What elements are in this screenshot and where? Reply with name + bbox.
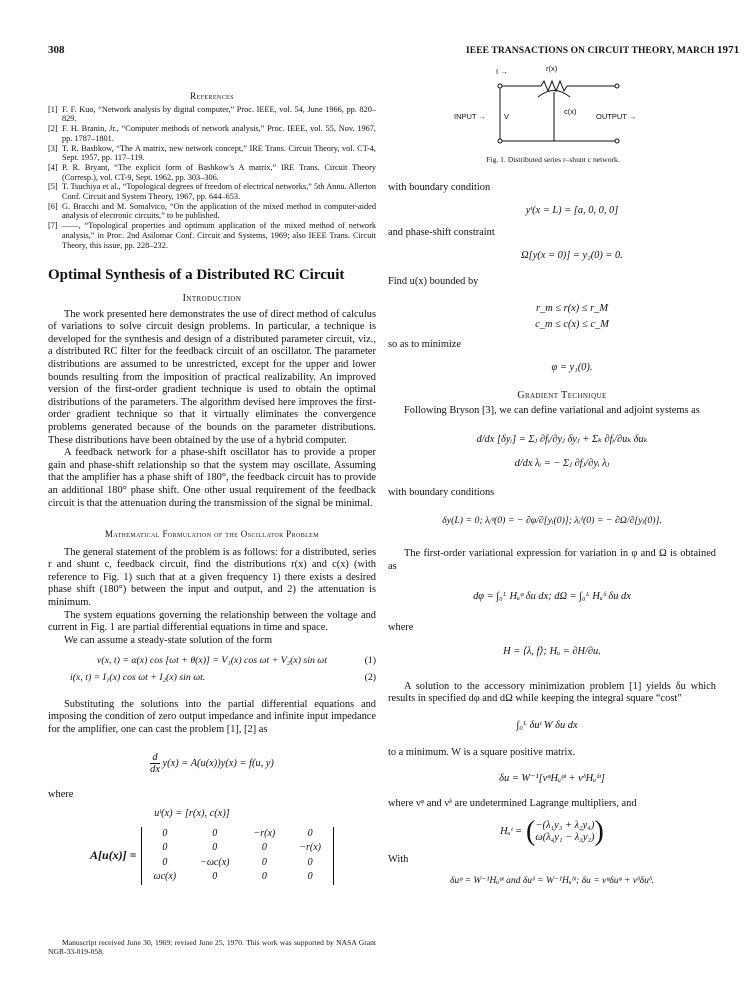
matrix-cell: 0 (212, 842, 218, 854)
reference-number: [4] (48, 162, 58, 172)
matrix-row (141, 841, 333, 856)
left-column-body (48, 293, 376, 885)
matrix-cell: −r(x) (253, 827, 276, 839)
cost-equation: ∫₀ᴸ δuᵗ W δu dx (516, 720, 578, 732)
reference-item (48, 163, 376, 182)
reference-text: T. R. Bashkow, “The A matrix, new network concept,” IRE Trans. Circuit Theory, vol. CT-4, Sept. 1957, pp. 117–119. (62, 143, 376, 163)
equation-state-rhs: y(x) = A(u(x))y(x) = f(u, y) (162, 758, 274, 770)
first-order-paragraph: The first-order variational expression for variation in φ and Ω is obtained as (388, 547, 716, 572)
equation-state (48, 752, 376, 775)
phase-equation: Ω[y(x = 0)] = y₂(0) = 0. (521, 249, 623, 261)
matrix-cell: ωc(x) (153, 871, 177, 883)
bound-c-equation: c_m ≤ c(x) ≤ c_M (535, 318, 609, 330)
article-title: Optimal Synthesis of a Distributed RC Circuit (48, 267, 345, 283)
manuscript-footnote: Manuscript received June 30, 1969; revised June 25, 1970. This work was supported by NASA Grant NGR-33-019-058. (48, 938, 376, 957)
boundary-equation: yᵗ(x = L) = [a, 0, 0, 0] (525, 204, 619, 216)
gradient-paragraph: Following Bryson [3], we can define variational and adjoint systems as (404, 404, 700, 416)
where-text: where (48, 789, 74, 801)
matrix-row (141, 856, 333, 871)
right-paren: ) (594, 816, 604, 848)
current-label: I → (496, 67, 508, 76)
journal-year: 1971 (716, 44, 740, 56)
matrix-cell: 0 (261, 842, 267, 854)
matrix-cell: 0 (162, 827, 168, 839)
phase-intro: and phase-shift constraint (388, 227, 495, 239)
figure-1 (448, 66, 658, 166)
reference-number: [2] (48, 124, 58, 134)
matrix-label: A[u(x)] = (90, 848, 137, 863)
matrix-cell: −ωc(x) (200, 856, 230, 868)
formulation-paragraph-2: The system equations governing the relationship between the voltage and current in Fig. 1 are partial differential equations in time and space. (48, 609, 376, 634)
page-number: 308 (48, 44, 65, 56)
matrix-cell: 0 (307, 827, 313, 839)
reference-text: F. F. Kuo, “Network analysis by digital computer,” Proc. IEEE, vol. 54, June 1966, pp. 820–829. (62, 104, 376, 124)
matrix-equation (48, 827, 376, 885)
reference-number: [5] (48, 182, 58, 192)
phi-equation: φ = y₁(0). (551, 361, 593, 373)
lagrange-text: where νᵠ and νᵟ are undetermined Lagrange multipliers, and (388, 797, 637, 809)
equation-1-body: v(x, t) = α(x) cos [ωt + θ(x)] = V₁(x) cos ωt + V₂(x) sin ωt (97, 655, 327, 667)
introduction-heading: Introduction (182, 293, 242, 304)
reference-item (48, 182, 376, 201)
matrix-cell: 0 (307, 856, 313, 868)
hu-row: −(λ₁y₃ + λ₂y₄) (535, 819, 595, 831)
equation-2 (48, 672, 376, 685)
reference-number: [3] (48, 143, 58, 153)
reference-item (48, 202, 376, 221)
reference-text: ——, “Topological properties and optimum application of the mixed method of network analysis,” in Proc. 2nd Asilomar Conf. Circuit and Systems, 1969; also IEEE Trans. Circuit Theory, this issue, pp. 228–232. (62, 221, 376, 250)
boundary-intro: with boundary condition (388, 182, 491, 193)
reference-number: [1] (48, 104, 58, 114)
derivative-fraction (150, 752, 160, 775)
boundary-conditions-intro: with boundary conditions (388, 486, 495, 498)
equation-1-number: (1) (364, 655, 376, 667)
equation-1 (48, 655, 376, 668)
bound-r-equation: r_m ≤ r(x) ≤ r_M (535, 302, 608, 314)
reference-item (48, 124, 376, 143)
hamiltonian-equation: H = ⟨λ, f⟩; Hᵤ = ∂H/∂u. (503, 646, 601, 658)
matrix-row (141, 827, 333, 842)
input-label: INPUT → (454, 112, 486, 121)
boundary-conditions-equation: δy(L) = 0; λᵢᵠ(0) = − ∂φ/∂[yᵢ(0)]; λᵢᵟ(0) = − ∂Ω/∂[yᵢ(0)]. (442, 515, 662, 527)
formulation-paragraph-4: Substituting the solutions into the partial differential equations and imposing the condition of zero output impedance and infinite input impedance for the amplifier, one can cast the problem [1], [2] as (48, 698, 376, 735)
right-column-body (388, 182, 716, 888)
equation-u: uᵗ(x) = [r(x), c(x)] (154, 808, 230, 819)
references-heading: References (190, 91, 234, 101)
intro-paragraph-1: The work presented here demonstrates the use of direct method of calculus of variations to solve circuit design problems. In particular, a technique is developed for the synthesis and design of a distributed parameter circuit, viz., a distributed RC filter for the feedback circuit of an oscillator. The parameter distributions are assumed to be unrestricted, except for the upper and lower bounds resulting from the imposition of practical realizability. An improved version of the first-order gradient technique is used to obtain the optimal distributions of the parameters. The algorithm devised here improves the first-order gradient technique so that it virtually eliminates the convergence problems generated because of the bounds on the parameter distributions. These distributions have been obtained by the use of a hybrid computer. (48, 308, 376, 446)
reference-text: T. Tsuchiya et al., “Topological degrees of freedom of electrical networks,” 5th Annu. Allerton Conf. Circuit and System Theory, 1967, pp. 644–653. (62, 182, 376, 202)
delta-u-equation: δu = W⁻¹[νᵠHᵤᵠᵗ + νᵟHᵤᵟᵗ] (499, 773, 605, 785)
accessory-paragraph: A solution to the accessory minimization problem [1] yields δu which results in specified dφ and dΩ while keeping the integral square “cost” (388, 680, 716, 705)
gradient-heading: Gradient Technique (517, 390, 607, 402)
reference-text: P. R. Bryant, “The explicit form of Bashkow’s A matrix,” IRE Trans. Circuit Theory (Corresp.), vol. CT-9, Sept. 1962, pp. 303–306. (62, 162, 376, 182)
references-section (48, 92, 376, 250)
variational-equation: d/dx [δyᵢ] = Σⱼ ∂fᵢ/∂yⱼ δyⱼ + Σₖ ∂fᵢ/∂uₖ δuₖ (476, 433, 648, 445)
resistor-label: r(x) (546, 64, 558, 73)
equation-2-body: i(x, t) = I₁(x) cos ωt + I₂(x) sin ωt. (70, 672, 206, 684)
fraction-numerator: d (150, 752, 160, 764)
matrix-cell: 0 (307, 871, 313, 883)
figure-caption: Fig. 1. Distributed series r–shunt c network. (486, 155, 620, 164)
reference-item (48, 221, 376, 250)
running-head (466, 44, 739, 58)
formulation-paragraph-3: We can assume a steady-state solution of the form (64, 634, 273, 646)
with-text: With (388, 854, 409, 866)
matrix-A (141, 827, 334, 885)
reference-number: [7] (48, 221, 58, 231)
matrix-cell: 0 (212, 871, 218, 883)
reference-number: [6] (48, 201, 58, 211)
matrix-cell: −r(x) (299, 842, 321, 854)
equation-2-number: (2) (364, 672, 376, 684)
hu-vector (535, 820, 594, 845)
reference-item (48, 105, 376, 124)
matrix-cell: 0 (261, 871, 267, 883)
reference-text: F. H. Branin, Jr., “Computer methods of network analysis,” Proc. IEEE, vol. 55, Nov. 1967, pp. 1787–1801. (62, 124, 376, 143)
hu-equation (388, 818, 716, 846)
final-equation: δuᵠ = W⁻¹Hᵤᵠᵗ and δuᵟ = W⁻¹Hᵤᵟᵗ; δu = νᵠδuᵠ + νᵟδuᵟ. (449, 875, 655, 887)
output-label: OUTPUT → (596, 112, 637, 121)
intro-paragraph-2: A feedback network for a phase-shift oscillator has to provide a proper gain and phase-shift relationship so that the system may oscillate. Assuming that the amplifier has a phase shift of 180°, the feedback circuit has to provide an additional 180° phase shift. One other usual requirement of the feedback circuit is that the attenuation during the transmission of the signal be minimal. (48, 447, 376, 509)
hu-row: ω(λ₄y₁ − λ₃y₂) (535, 832, 595, 844)
hu-label: Hᵤᵗ = (500, 826, 523, 838)
matrix-cell: 0 (261, 856, 267, 868)
where-text-right: where (388, 621, 414, 633)
left-paren: ( (526, 816, 536, 848)
reference-item (48, 144, 376, 163)
matrix-cell: 0 (162, 842, 168, 854)
minimum-text: to a minimum. W is a square positive matrix. (388, 746, 576, 758)
find-text: Find u(x) bounded by (388, 276, 479, 288)
matrix-row (141, 870, 333, 885)
journal-name: IEEE TRANSACTIONS ON CIRCUIT THEORY, MARCH (466, 46, 715, 56)
formulation-heading: Mathematical Formulation of the Oscillator Problem (105, 529, 319, 540)
capacitor-label: c(x) (564, 107, 577, 116)
fraction-denominator: dx (150, 764, 160, 776)
formulation-paragraph-1: The general statement of the problem is as follows: for a distributed, series r and shunt c, feedback circuit, find the distributions r(x) and c(x) (with reference to Fig. 1) such that at a given frequency 1) there exists a desired phase shift (180°) between the input and output, and 2) the attenuation is minimum. (48, 546, 376, 609)
minimize-text: so as to minimize (388, 339, 462, 351)
voltage-label: V (504, 112, 510, 121)
matrix-cell: 0 (162, 856, 168, 868)
circuit-diagram (448, 66, 658, 152)
matrix-cell: 0 (212, 827, 218, 839)
reference-text: G. Bracchi and M. Somalvico, “On the application of the mixed method in computer-aided analysis of electronic circuits,” to be published. (62, 201, 376, 221)
adjoint-equation: d/dx λᵢ = − Σⱼ ∂fⱼ/∂yᵢ λⱼ (514, 458, 610, 470)
first-order-equation: dφ = ∫₀ᴸ Hᵤᵠ δu dx; dΩ = ∫₀ᴸ Hᵤᵟ δu dx (473, 591, 631, 603)
